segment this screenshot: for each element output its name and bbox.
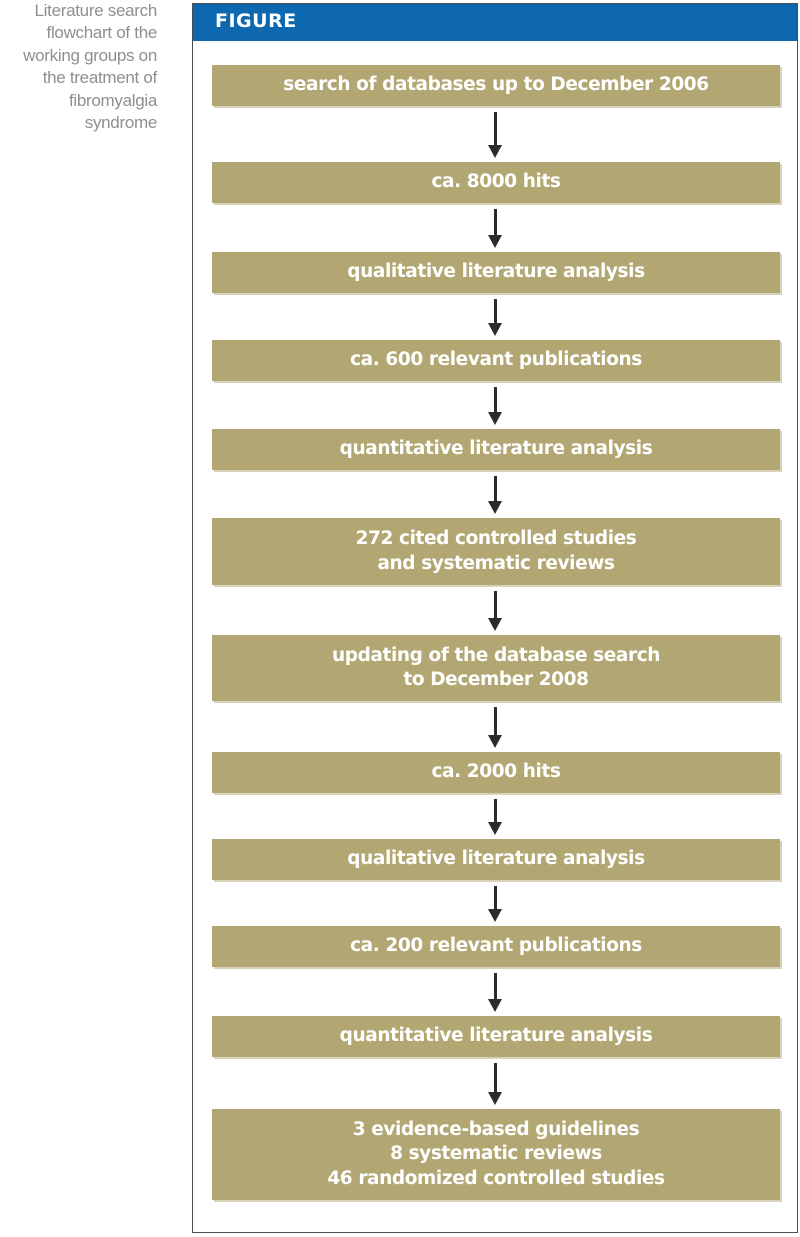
arrow-head (488, 909, 502, 922)
flow-step-text: ca. 600 relevant publications (350, 349, 642, 371)
figure-panel (192, 3, 798, 1233)
flow-step-text: 272 cited controlled studies (355, 528, 637, 549)
down-arrow-icon (488, 799, 503, 835)
down-arrow-icon (488, 387, 503, 425)
flow-step-text: ca. 8000 hits (431, 171, 561, 193)
arrow-head (488, 735, 502, 748)
flow-step-text: 3 evidence-based guidelines (352, 1118, 640, 1140)
arrow-head (488, 822, 502, 835)
flow-step-2 (212, 162, 780, 203)
arrow-head (488, 1092, 502, 1105)
arrow-shaft (494, 209, 497, 237)
caption-line: the treatment of (42, 68, 157, 88)
caption-line: Literature search (34, 1, 157, 20)
flow-step-3 (212, 252, 780, 293)
arrow-shaft (494, 299, 497, 325)
down-arrow-icon (488, 707, 503, 748)
flow-step-10 (212, 926, 780, 967)
arrow-shaft (494, 886, 497, 911)
arrow-shaft (494, 799, 497, 824)
flow-step-1 (212, 65, 780, 106)
flow-step-text: to December 2008 (403, 669, 589, 690)
caption-line: working groups on (23, 45, 157, 65)
flow-step-11 (212, 1016, 780, 1057)
arrow-head (488, 235, 502, 248)
flow-step-text: 46 randomized controlled studies (327, 1167, 665, 1189)
flow-step-9 (212, 839, 780, 880)
down-arrow-icon (488, 299, 503, 336)
caption-line: fibromyalgia (68, 90, 157, 110)
flow-step-12 (212, 1109, 780, 1200)
flow-step-7 (212, 635, 780, 701)
arrow-shaft (494, 476, 497, 503)
flow-step-text: 8 systematic reviews (390, 1143, 602, 1165)
flow-step-text: qualitative literature analysis (347, 848, 645, 870)
flow-step-6 (212, 518, 780, 585)
arrow-shaft (494, 591, 497, 620)
down-arrow-icon (488, 1063, 503, 1105)
arrow-head (488, 999, 502, 1012)
flow-step-8 (212, 752, 780, 793)
flow-step-text: search of databases up to December 2006 (283, 74, 709, 96)
arrow-shaft (494, 387, 497, 414)
arrow-head (488, 501, 502, 514)
flow-step-5 (212, 429, 780, 470)
figure-label: FIGURE (215, 10, 297, 32)
flow-step-text: updating of the database search (331, 644, 661, 666)
arrow-shaft (494, 973, 497, 1001)
flow-step-text: ca. 200 relevant publications (350, 935, 642, 957)
arrow-head (488, 145, 502, 158)
flow-step-text: quantitative literature analysis (339, 1025, 653, 1047)
arrow-head (488, 412, 502, 425)
down-arrow-icon (488, 112, 503, 158)
flow-step-text: ca. 2000 hits (431, 761, 561, 783)
down-arrow-icon (488, 886, 503, 922)
caption-line: flowchart of the (46, 23, 157, 43)
down-arrow-icon (488, 209, 503, 248)
down-arrow-icon (488, 591, 503, 631)
down-arrow-icon (488, 476, 503, 514)
flow-step-text: qualitative literature analysis (347, 261, 645, 283)
arrow-shaft (494, 112, 497, 147)
arrow-shaft (494, 707, 497, 737)
figure-caption (0, 0, 157, 134)
flow-step-text: and systematic reviews (377, 552, 615, 574)
caption-line: syndrome (84, 113, 157, 133)
arrow-head (488, 618, 502, 631)
flow-step-text: quantitative literature analysis (339, 438, 653, 460)
arrow-shaft (494, 1063, 497, 1094)
flowchart (193, 4, 797, 1232)
flow-step-4 (212, 340, 780, 381)
arrow-head (488, 323, 502, 336)
down-arrow-icon (488, 973, 503, 1012)
